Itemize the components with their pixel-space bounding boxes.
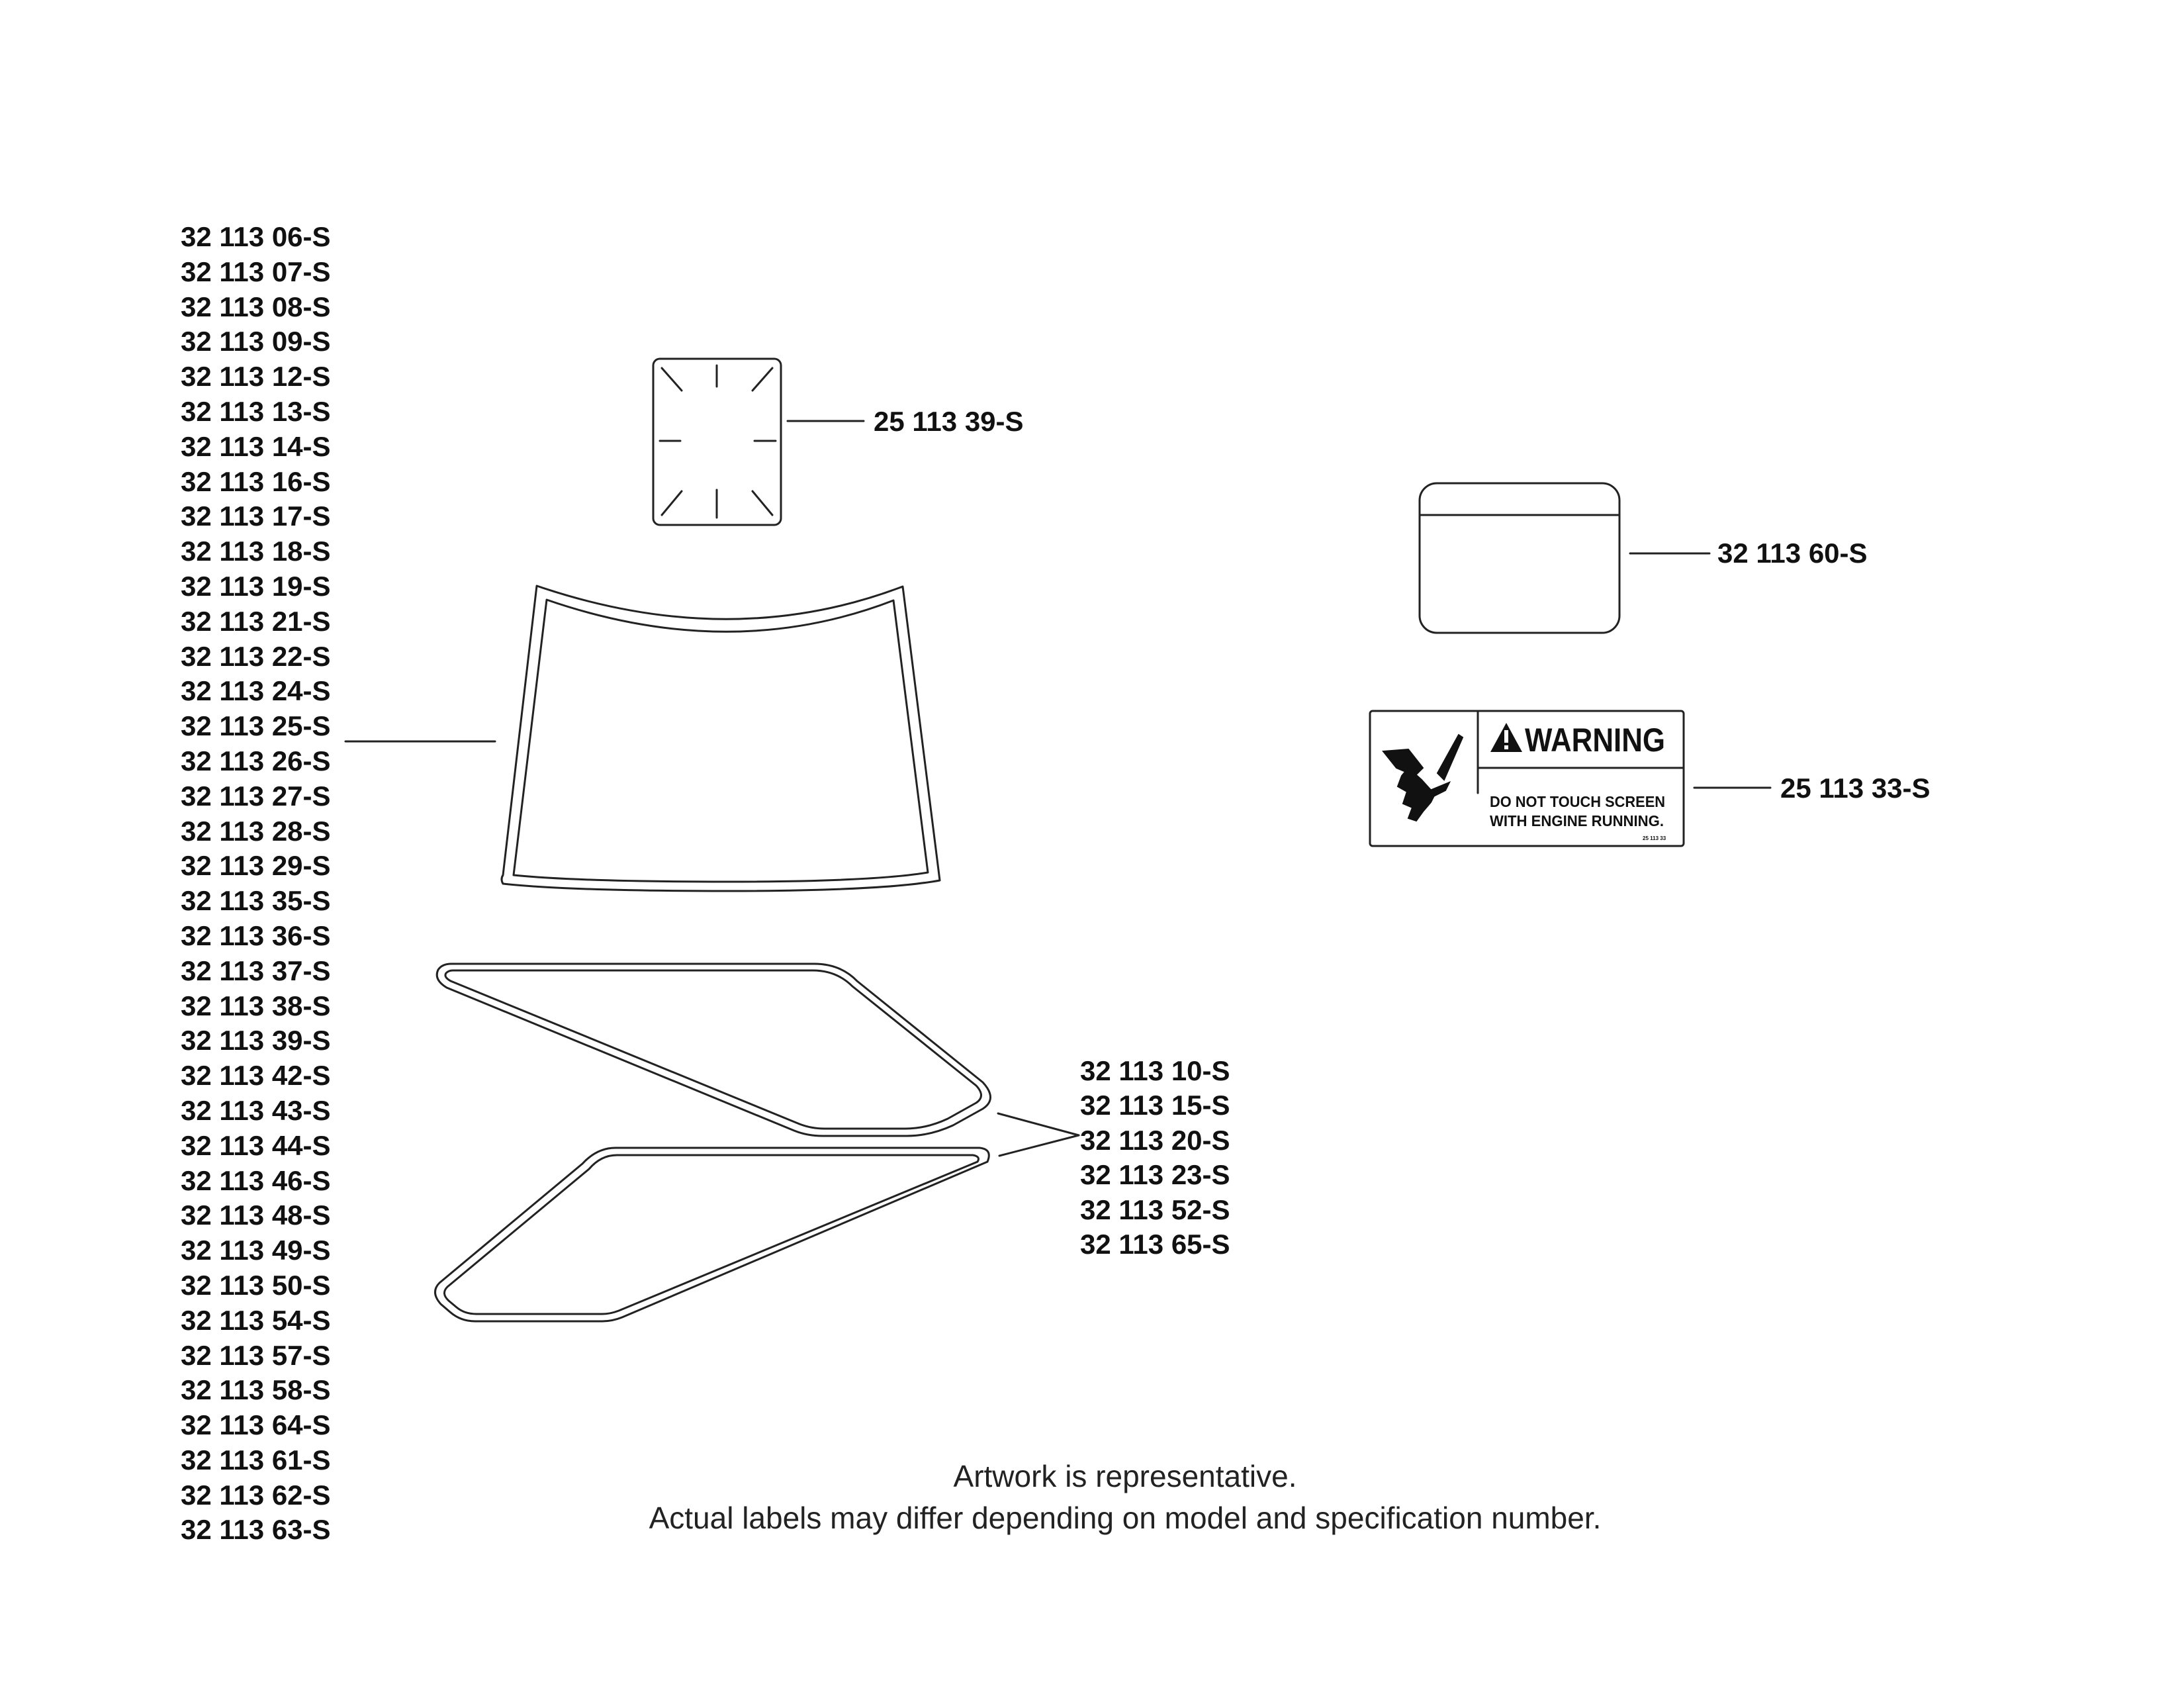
leader-line-upper-side [998,1113,1079,1135]
side-panel-part-number-item: 32 113 20-S [1080,1124,1230,1156]
side-panel-part-number-item: 32 113 65-S [1080,1228,1230,1260]
rounded-tab-decal [1420,483,1619,633]
part-number-item: 32 113 06-S [181,221,331,252]
part-number-item: 32 113 09-S [181,326,331,357]
part-number-item: 32 113 63-S [181,1514,331,1546]
part-number-item: 32 113 35-S [181,885,331,917]
part-number-item: 32 113 17-S [181,500,331,532]
part-number-item: 32 113 50-S [181,1269,331,1301]
left-part-number-list [181,220,331,1548]
part-number-item: 32 113 43-S [181,1094,331,1126]
part-number-item: 32 113 54-S [181,1304,331,1336]
part-number-item: 32 113 29-S [181,850,331,882]
part-number-item: 32 113 27-S [181,780,331,812]
leader-line-lower-side [999,1135,1079,1156]
part-number-item: 32 113 57-S [181,1339,331,1371]
part-number-item: 32 113 48-S [181,1199,331,1231]
part-number-item: 32 113 58-S [181,1374,331,1406]
part-number-item: 32 113 14-S [181,430,331,462]
part-number-item: 32 113 25-S [181,710,331,742]
hand-hazard-icon [1383,735,1463,821]
warning-code: 25 113 33 [1643,835,1666,841]
callout-warning-decal: 25 113 33-S [1780,773,1931,804]
lower-side-decal [435,1148,989,1321]
part-number-item: 32 113 42-S [181,1060,331,1092]
note-line-2: Actual labels may differ depending on model and specification number. [649,1501,1602,1535]
small-rect-decal [653,359,781,525]
part-number-item: 32 113 46-S [181,1164,331,1196]
part-number-item: 32 113 24-S [181,675,331,707]
warning-triangle-icon [1490,723,1522,752]
callout-small-decal: 25 113 39-S [874,406,1024,437]
part-number-item: 32 113 26-S [181,745,331,776]
note-line-1: Artwork is representative. [953,1459,1297,1493]
part-number-item: 32 113 19-S [181,570,331,602]
part-number-item: 32 113 16-S [181,465,331,497]
side-panel-part-number-list [1080,1054,1230,1262]
part-number-item: 32 113 64-S [181,1409,331,1441]
warning-heading: WARNING [1525,722,1665,759]
part-number-item: 32 113 08-S [181,291,331,322]
side-panel-part-number-item: 32 113 15-S [1080,1090,1230,1121]
callout-rounded-decal: 32 113 60-S [1717,538,1868,569]
warning-line-1: DO NOT TOUCH SCREEN [1490,793,1665,810]
part-number-item: 32 113 28-S [181,815,331,847]
part-number-item: 32 113 38-S [181,990,331,1021]
part-number-item: 32 113 39-S [181,1025,331,1056]
part-number-item: 32 113 49-S [181,1235,331,1266]
part-number-item: 32 113 07-S [181,256,331,287]
part-number-item: 32 113 21-S [181,605,331,637]
part-number-item: 32 113 44-S [181,1129,331,1161]
part-number-item: 32 113 36-S [181,919,331,951]
part-number-item: 32 113 22-S [181,640,331,672]
side-panel-part-number-item: 32 113 52-S [1080,1194,1230,1225]
windshield-decal [502,586,940,891]
side-panel-part-number-item: 32 113 10-S [1080,1055,1230,1086]
part-number-item: 32 113 13-S [181,395,331,427]
warning-line-2: WITH ENGINE RUNNING. [1490,812,1664,829]
upper-side-decal [437,964,990,1136]
part-number-item: 32 113 37-S [181,955,331,986]
part-number-item: 32 113 61-S [181,1444,331,1476]
part-number-item: 32 113 62-S [181,1479,331,1511]
part-number-item: 32 113 18-S [181,536,331,567]
side-panel-part-number-item: 32 113 23-S [1080,1159,1230,1191]
part-number-item: 32 113 12-S [181,361,331,393]
